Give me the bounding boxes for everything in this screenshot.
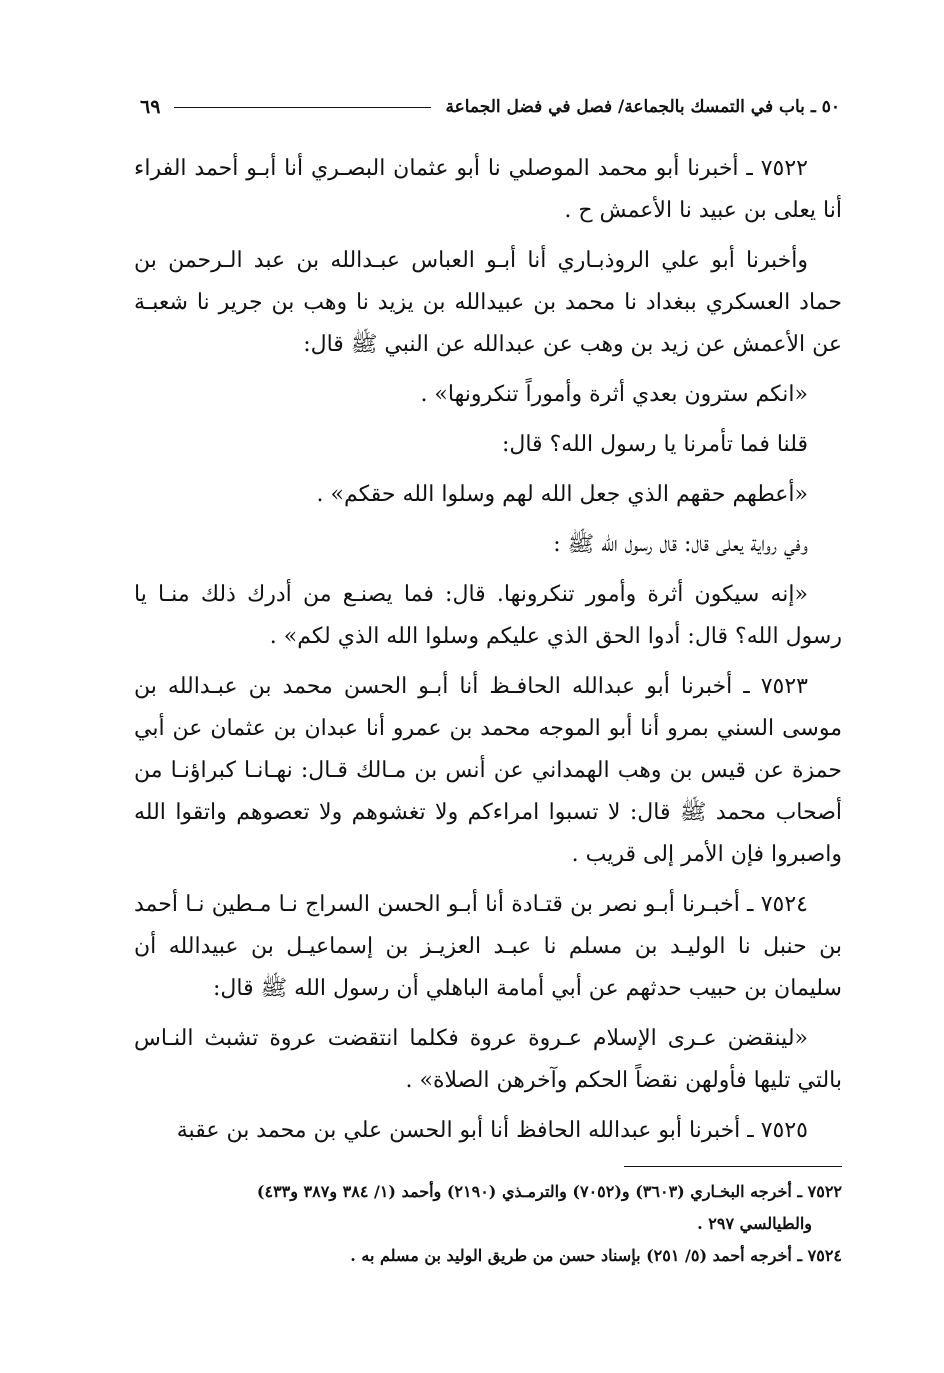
footnote-7524: ٧٥٢٤ ـ أخرجه أحمد (٥/ ٢٥١) بإسناد حسن من طريق الوليد بن مسلم به . <box>350 1246 842 1265</box>
page-number: ٦٩ <box>140 96 161 118</box>
quote-paragraph: «لينقضن عـرى الإسلام عـروة عروة فكلما انتقضت عروة تشبث النـاس بالتي تليها فأولهن نقضاً الحكم وآخرهن الصلاة» . <box>134 1026 842 1093</box>
quote-paragraph: «أعطهم حقهم الذي جعل الله لهم وسلوا الله حقكم» . <box>316 482 808 507</box>
main-text <box>134 148 842 1160</box>
quote-paragraph: «انكم سترون بعدي أثرة وأموراً تنكرونها» . <box>420 382 808 407</box>
footnote-7522-continuation: والطيالسي ٢٩٧ . <box>697 1214 812 1233</box>
question-paragraph: قلنا فما تأمرنا يا رسول الله؟ قال: <box>501 432 808 457</box>
isnad-paragraph: وأخبرنا أبو علي الروذبـاري أنا أبـو العباس عبـدالله بن عبد الـرحمن بن حماد العسكري ببغداد نا محمد بن عبيدالله بن يزيد نا وهب بن جرير نا شعبـة عن الأعمش عن زيد بن وهب عن عبدالله عن النبي ﷺ قال: <box>134 248 842 357</box>
chapter-title: ٥٠ ـ باب في التمسك بالجماعة/ فصل في فضل الجماعة <box>445 97 840 117</box>
footnote-separator <box>624 1166 842 1167</box>
hadith-7525: ٧٥٢٥ ـ أخبرنا أبو عبدالله الحافظ أنا أبو الحسن علي بن محمد بن عقبة <box>176 1118 808 1143</box>
hadith-7522: ٧٥٢٢ ـ أخبرنا أبو محمد الموصلي نا أبو عثمان البصـري أنا أبـو أحمد الفراء أنا يعلى بن عبيد نا الأعمش ح . <box>134 156 842 223</box>
header-rule <box>174 107 431 108</box>
quote-paragraph: «إنه سيكون أثرة وأمور تنكرونها. قال: فما يصنـع من أدرك ذلك منـا يا رسول الله؟ قال: أدوا الحق الذي عليكم وسلوا الله الذي لكم» . <box>134 582 842 649</box>
footnote-7522: ٧٥٢٢ ـ أخرجه البخـاري (٣٦٠٣) و(٧٠٥٢) والترمـذي (٢١٩٠) وأحمد (١/ ٣٨٤ و٣٨٧ و٤٣٣) <box>256 1182 842 1201</box>
hadith-7523: ٧٥٢٣ ـ أخبرنا أبو عبدالله الحافـظ أنا أبـو الحسن محمد بن عبـدالله بن موسى السني بمرو أنا أبو الموجه محمد بن عمرو أنا عبدان بن عثمان عن أبي حمزة عن قيس بن وهب الهمداني عن أنس بن مـالك قـال: نهـانـا كبراؤنـا من أصحاب محمد ﷺ قال: لا تسبوا امراءكم ولا تغشوهم ولا تعصوهم واتقوا الله واصبروا فإن الأمر إلى قريب . <box>134 674 842 867</box>
running-header <box>140 92 840 122</box>
narration-paragraph: وفي رواية يعلى قال: قال رسول الله ﷺ : <box>553 532 808 557</box>
hadith-7524: ٧٥٢٤ ـ أخبـرنا أبـو نصر بن قتـادة أنا أبـو الحسن السراج نـا مـطين نـا أحمد بن حنبل نا الوليـد بن مسلم نا عبـد العزيـز بن إسماعيـل بن عبيدالله أن سليمان بن حبيب حدثهم عن أبي أمامة الباهلي أن رسول الله ﷺ قال: <box>134 892 842 1001</box>
margin-mark <box>846 1090 850 1124</box>
footnotes <box>134 1176 842 1272</box>
